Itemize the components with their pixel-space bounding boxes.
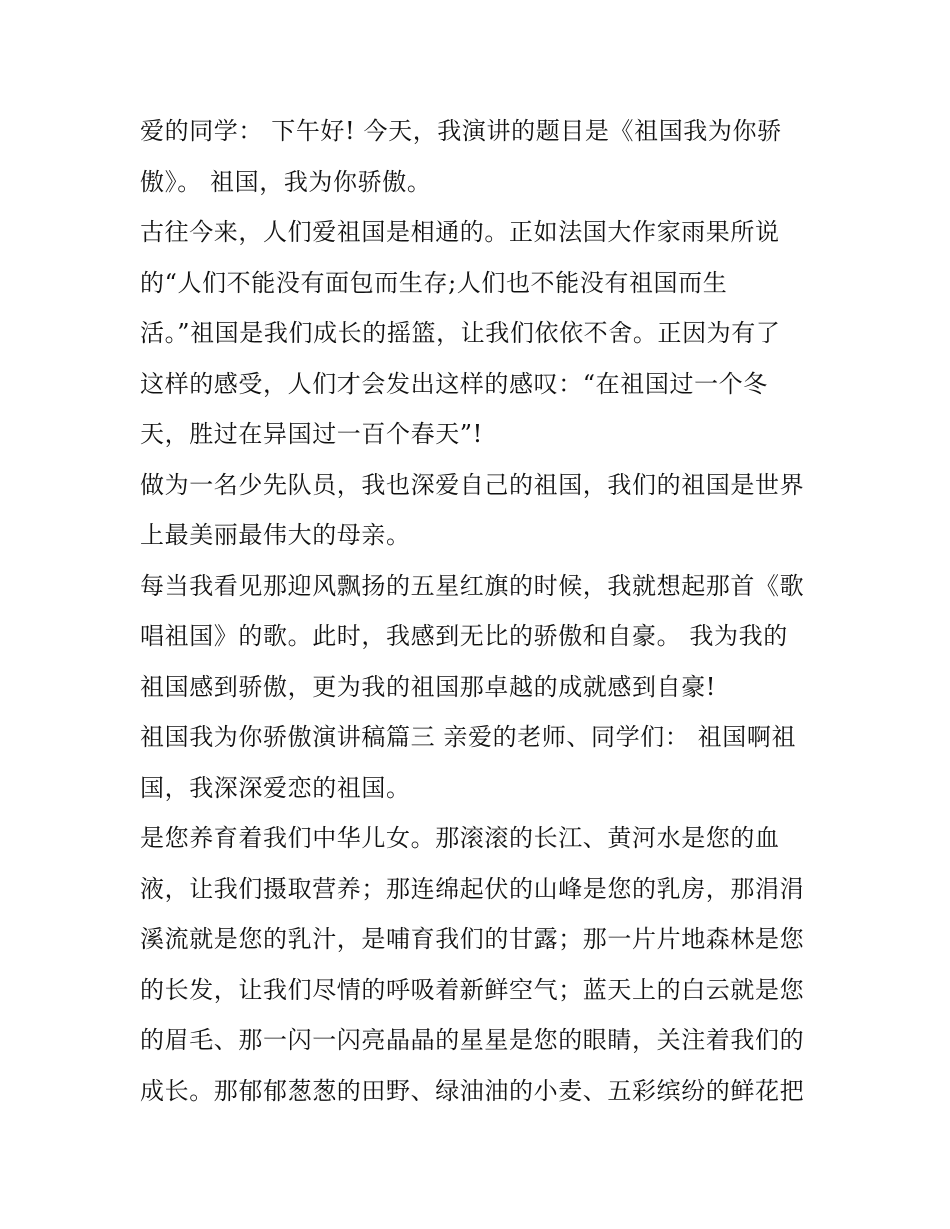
text-line: 溪流就是您的乳汁，是哺育我们的甘露；那一片片地森林是您 bbox=[140, 925, 805, 953]
text-line: 国，我深深爱恋的祖国。 bbox=[140, 773, 411, 802]
text-line: 成长。那郁郁葱葱的田野、绿油油的小麦、五彩缤纷的鲜花把 bbox=[140, 1076, 805, 1105]
text-line: 傲》。 祖国，我为你骄傲。 bbox=[140, 167, 432, 196]
text-line: 每当我看见那迎风飘扬的五星红旗的时候，我就想起那首《歌 bbox=[140, 571, 805, 600]
text-line: 上最美丽最伟大的母亲。 bbox=[140, 521, 411, 549]
text-line: 天，胜过在异国过一百个春天”! bbox=[140, 420, 483, 448]
text-line: 是您养育着我们中华儿女。那滚滚的长江、黄河水是您的血 bbox=[140, 824, 780, 852]
text-line: 的长发，让我们尽情的呼吸着新鲜空气；蓝天上的白云就是您 bbox=[140, 975, 805, 1004]
text-line: 液，让我们摄取营养；那连绵起伏的山峰是您的乳房，那涓涓 bbox=[140, 874, 805, 903]
text-line: 这样的感受，人们才会发出这样的感叹：“在祖国过一个冬 bbox=[140, 369, 768, 398]
text-line: 祖国我为你骄傲演讲稿篇三 亲爱的老师、同学们： 祖国啊祖 bbox=[140, 723, 797, 751]
text-line: 的眉毛、那一闪一闪亮晶晶的星星是您的眼睛，关注着我们的 bbox=[140, 1026, 805, 1054]
speech-text-body bbox=[140, 106, 820, 1116]
text-line: 爱的同学： 下午好! 今天，我演讲的题目是《祖国我为你骄 bbox=[140, 117, 782, 145]
text-line: 做为一名少先队员，我也深爱自己的祖国，我们的祖国是世界 bbox=[140, 470, 805, 499]
text-line: 唱祖国》的歌。此时，我感到无比的骄傲和自豪。 我为我的 bbox=[140, 622, 788, 650]
text-line: 古往今来，人们爱祖国是相通的。正如法国大作家雨果所说 bbox=[140, 218, 780, 246]
text-line: 活。”祖国是我们成长的摇篮，让我们依依不舍。正因为有了 bbox=[140, 319, 781, 347]
text-line: 祖国感到骄傲，更为我的祖国那卓越的成就感到自豪! bbox=[140, 672, 717, 701]
text-line: 的“人们不能没有面包而生存;人们也不能没有祖国而生 bbox=[140, 268, 728, 297]
